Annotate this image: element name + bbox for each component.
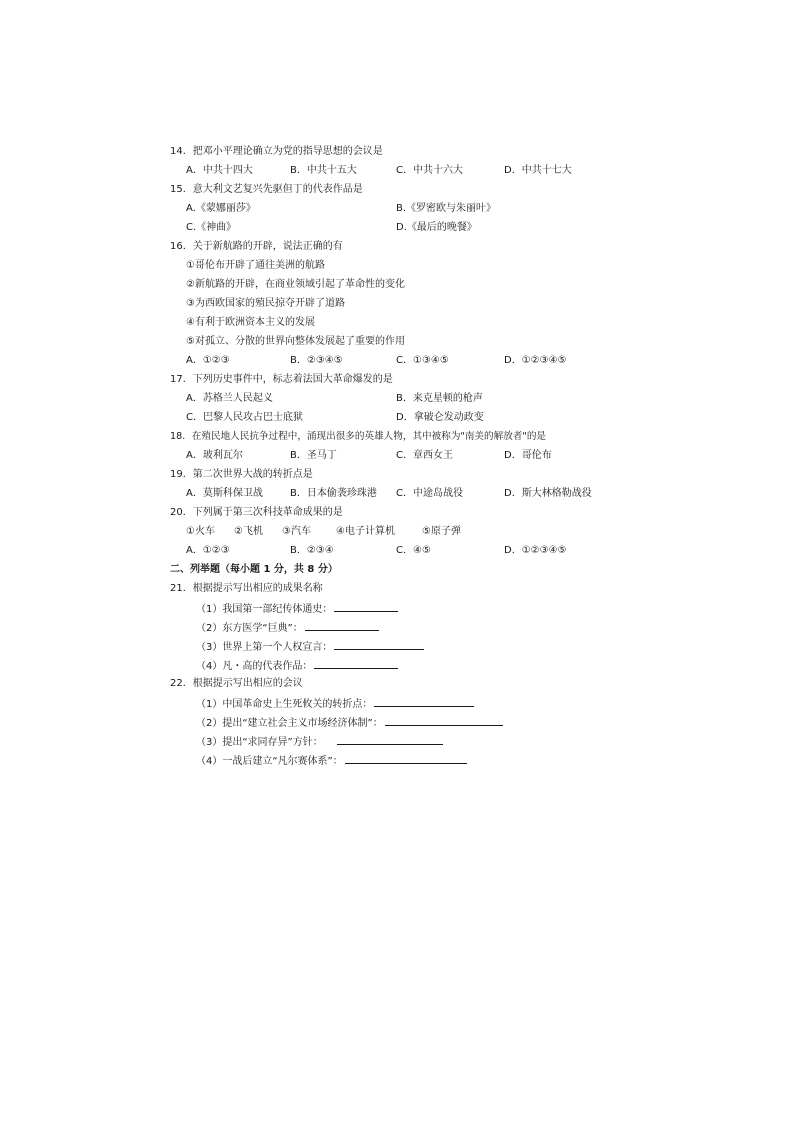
q15-option-b: B.《罗密欧与朱丽叶》 xyxy=(396,203,497,214)
q22-item-1 xyxy=(196,696,474,712)
q20-item-1: ①火车 xyxy=(186,526,215,537)
q21-item-1 xyxy=(196,601,398,617)
q18-option-c: C．章西女王 xyxy=(396,450,453,461)
q16-stem: 16．关于新航路的开辟，说法正确的有 xyxy=(170,241,343,252)
q15-option-c: C.《神曲》 xyxy=(186,222,237,233)
q16-option-a: A．①②③ xyxy=(186,355,230,366)
q14-option-b: B．中共十五大 xyxy=(290,165,357,176)
q22-answer-4-blank[interactable] xyxy=(345,753,467,764)
q22-answer-2-blank[interactable] xyxy=(385,715,503,726)
q18-option-a: A．玻利瓦尔 xyxy=(186,450,243,461)
q14-option-d: D．中共十七大 xyxy=(504,165,572,176)
q20-option-b: B．②③④ xyxy=(290,545,334,556)
q22-item-3-label: （3）提出“求同存异”方针： xyxy=(196,737,323,748)
q21-answer-2-blank[interactable] xyxy=(305,620,379,631)
q21-item-4 xyxy=(196,658,398,674)
q17-stem: 17．下列历史事件中，标志着法国大革命爆发的是 xyxy=(170,374,393,385)
q18-stem: 18．在殖民地人民抗争过程中，涌现出很多的英雄人物，其中被称为"南美的解放者"的是 xyxy=(170,431,547,442)
q20-item-2: ②飞机 xyxy=(234,526,263,537)
q22-answer-3-blank[interactable] xyxy=(337,734,443,745)
q18-option-d: D．哥伦布 xyxy=(504,450,552,461)
q16-option-b: B．②③④⑤ xyxy=(290,355,343,366)
q21-stem: 21．根据提示写出相应的成果名称 xyxy=(170,583,323,594)
q21-item-2 xyxy=(196,620,379,636)
q19-option-c: C．中途岛战役 xyxy=(396,488,463,499)
q20-option-d: D．①②③④⑤ xyxy=(504,545,567,556)
q15-option-a: A.《蒙娜丽莎》 xyxy=(186,203,256,214)
q20-option-c: C．④⑤ xyxy=(396,545,431,556)
q21-item-3-label: （3）世界上第一个人权宣言： xyxy=(196,642,333,653)
q14-option-c: C．中共十六大 xyxy=(396,165,463,176)
q16-item-3: ③为西欧国家的殖民掠夺开辟了道路 xyxy=(186,298,345,309)
q22-stem: 22．根据提示写出相应的会议 xyxy=(170,678,303,689)
q22-item-4 xyxy=(196,753,467,769)
q20-item-4: ④电子计算机 xyxy=(336,526,395,537)
q20-item-5: ⑤原子弹 xyxy=(422,526,461,537)
q21-item-4-label: （4）凡・高的代表作品： xyxy=(196,661,313,672)
q20-option-a: A．①②③ xyxy=(186,545,230,556)
q20-stem: 20．下列属于第三次科技革命成果的是 xyxy=(170,507,343,518)
q21-answer-3-blank[interactable] xyxy=(334,639,424,650)
q15-stem: 15．意大利文艺复兴先驱但丁的代表作品是 xyxy=(170,184,363,195)
q22-item-1-label: （1）中国革命史上生死攸关的转折点： xyxy=(196,699,373,710)
q22-item-3 xyxy=(196,734,443,750)
q19-option-b: B．日本偷袭珍珠港 xyxy=(290,488,377,499)
q16-item-2: ②新航路的开辟，在商业领域引起了革命性的变化 xyxy=(186,279,405,290)
section2-heading: 二、列举题（每小题 1 分，共 8 分） xyxy=(170,564,338,575)
q20-item-3: ③汽车 xyxy=(282,526,311,537)
q21-item-1-label: （1）我国第一部纪传体通史： xyxy=(196,604,333,615)
q14-stem: 14．把邓小平理论确立为党的指导思想的会议是 xyxy=(170,146,383,157)
q15-option-d: D.《最后的晚餐》 xyxy=(396,222,477,233)
q17-option-a: A．苏格兰人民起义 xyxy=(186,393,273,404)
q21-item-2-label: （2）东方医学“巨典”： xyxy=(196,623,303,634)
q16-item-4: ④有利于欧洲资本主义的发展 xyxy=(186,317,315,328)
q22-item-2 xyxy=(196,715,503,731)
q16-option-c: C．①③④⑤ xyxy=(396,355,449,366)
q22-answer-1-blank[interactable] xyxy=(374,696,474,707)
q21-item-3 xyxy=(196,639,424,655)
q16-item-5: ⑤对孤立、分散的世界向整体发展起了重要的作用 xyxy=(186,336,405,347)
q19-option-a: A．莫斯科保卫战 xyxy=(186,488,263,499)
q16-item-1: ①哥伦布开辟了通往美洲的航路 xyxy=(186,260,325,271)
q18-option-b: B．圣马丁 xyxy=(290,450,337,461)
q17-option-d: D．拿破仑发动政变 xyxy=(396,412,484,423)
q19-stem: 19．第二次世界大战的转折点是 xyxy=(170,469,313,480)
q17-option-c: C．巴黎人民攻占巴士底狱 xyxy=(186,412,303,423)
q21-answer-4-blank[interactable] xyxy=(314,658,398,669)
q16-option-d: D．①②③④⑤ xyxy=(504,355,567,366)
q22-item-2-label: （2）提出“建立社会主义市场经济体制”： xyxy=(196,718,383,729)
q14-option-a: A．中共十四大 xyxy=(186,165,253,176)
q21-answer-1-blank[interactable] xyxy=(334,601,398,612)
q19-option-d: D．斯大林格勒战役 xyxy=(504,488,592,499)
q17-option-b: B．来克星顿的枪声 xyxy=(396,393,483,404)
q22-item-4-label: （4）一战后建立“凡尔赛体系”： xyxy=(196,756,343,767)
